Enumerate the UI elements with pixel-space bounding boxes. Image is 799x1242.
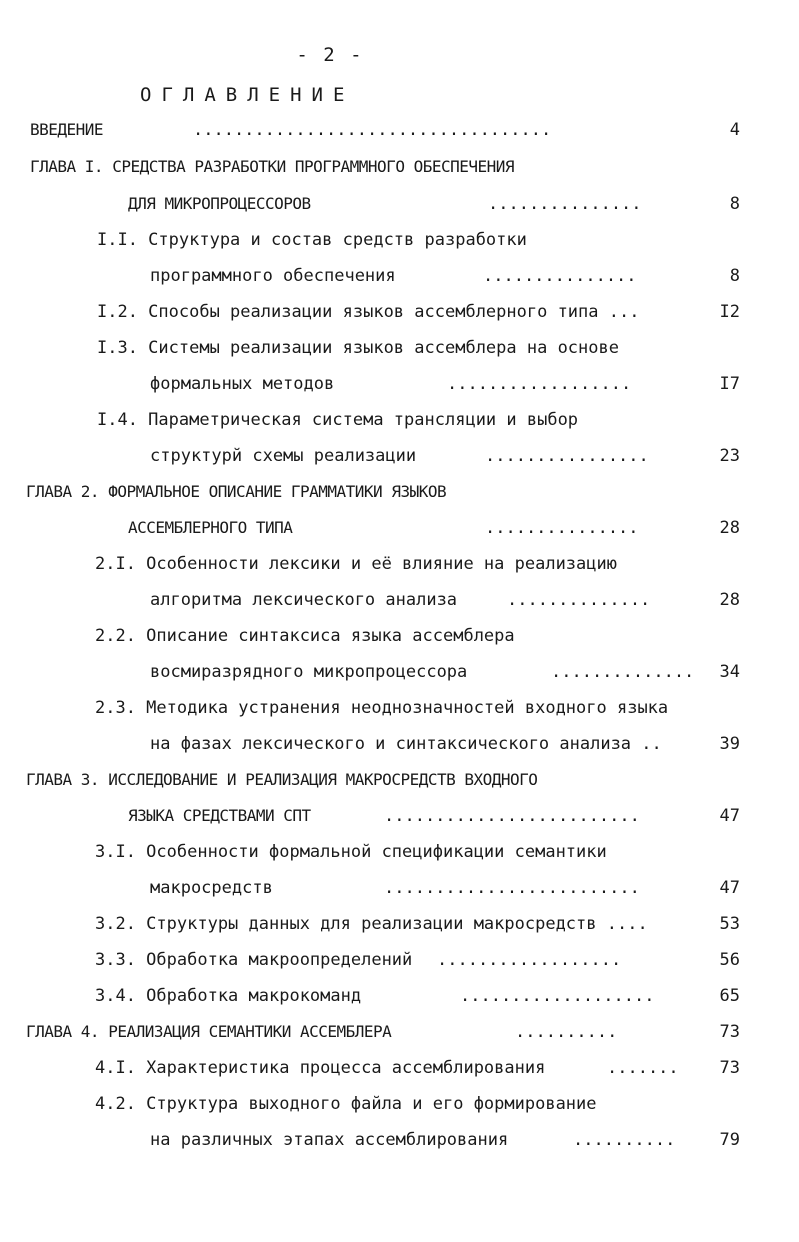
toc-page: I7 (719, 374, 740, 394)
toc-chapter-4 (0, 1018, 799, 1046)
toc-section-3-3 (0, 946, 799, 974)
toc-page: 73 (719, 1022, 740, 1042)
toc-label: 3.2. Структуры данных для реализации макросредств .... (95, 914, 648, 934)
toc-leader: .................. (447, 374, 632, 394)
toc-label: алгоритма лексического анализа (150, 590, 458, 610)
toc-section-4-2-line1 (0, 1090, 799, 1118)
toc-section-1-3-line2 (0, 370, 799, 398)
toc-leader: ............... (483, 266, 637, 286)
toc-section-3-1-line2 (0, 874, 799, 902)
toc-page: 28 (719, 590, 740, 610)
toc-label: ГЛАВА 3. ИССЛЕДОВАНИЕ И РЕАЛИЗАЦИЯ МАКРОСРЕДСТВ ВХОДНОГО (26, 770, 538, 789)
toc-section-2-2-line2 (0, 658, 799, 686)
toc-chapter-2-line2 (0, 514, 799, 542)
toc-chapter-3-line2 (0, 802, 799, 830)
toc-page: 47 (719, 806, 740, 826)
toc-label: I.2. Способы реализации языков ассемблерного типа ... (97, 302, 640, 322)
toc-page: 56 (719, 950, 740, 970)
toc-label: I.3. Системы реализации языков ассемблера на основе (97, 338, 619, 358)
toc-page: 28 (719, 518, 740, 538)
toc-label: на фазах лексического и синтаксического анализа .. (150, 734, 662, 754)
page-title: ОГЛАВЛЕНИЕ (140, 84, 355, 106)
toc-section-1-4-line2 (0, 442, 799, 470)
toc-page: 23 (719, 446, 740, 466)
toc-label: 4.2. Структура выходного файла и его формирование (95, 1094, 597, 1114)
toc-leader: ................... (460, 986, 655, 1006)
toc-label: макросредств (150, 878, 273, 898)
toc-chapter-3-line1 (0, 766, 799, 794)
toc-label: АССЕМБЛЕРНОГО ТИПА (128, 518, 293, 537)
toc-section-2-1-line2 (0, 586, 799, 614)
toc-chapter-1-line1 (0, 153, 799, 181)
toc-label: 3.I. Особенности формальной спецификации семантики (95, 842, 607, 862)
toc-label: 4.I. Характеристика процесса ассемблирования (95, 1058, 546, 1078)
toc-leader: .............. (507, 590, 651, 610)
toc-leader: ................................... (193, 120, 552, 140)
toc-label: на различных этапах ассемблирования (150, 1130, 509, 1150)
toc-section-1-1-line2 (0, 262, 799, 290)
toc-page: I2 (719, 302, 740, 322)
toc-page: 53 (719, 914, 740, 934)
toc-label: I.4. Параметрическая система трансляции и выбор (97, 410, 579, 430)
toc-section-4-2-line2 (0, 1126, 799, 1154)
page-number: - 2 - (296, 44, 364, 66)
toc-page: 65 (719, 986, 740, 1006)
toc-page: 8 (729, 266, 740, 286)
toc-leader: .................. (437, 950, 622, 970)
toc-leader: ............... (488, 194, 642, 214)
toc-leader: .............. (551, 662, 695, 682)
toc-label: 2.I. Особенности лексики и её влияние на реализацию (95, 554, 617, 574)
toc-leader: ......................... (384, 806, 640, 826)
toc-label: программного обеспечения (150, 266, 396, 286)
toc-label: ЯЗЫКА СРЕДСТВАМИ СПТ (128, 806, 311, 825)
toc-label: 3.3. Обработка макроопределений (95, 950, 413, 970)
toc-label: ГЛАВА I. СРЕДСТВА РАЗРАБОТКИ ПРОГРАММНОГО ОБЕСПЕЧЕНИЯ (30, 157, 515, 176)
toc-page: 8 (729, 194, 740, 214)
toc-section-3-4 (0, 982, 799, 1010)
toc-section-1-3-line1 (0, 334, 799, 362)
toc-leader: ................ (485, 446, 649, 466)
toc-leader: .......... (573, 1130, 676, 1150)
toc-page: 4 (729, 120, 740, 140)
toc-page: 47 (719, 878, 740, 898)
toc-label: восмиразрядного микропроцессора (150, 662, 468, 682)
toc-section-1-1-line1 (0, 226, 799, 254)
toc-label: 2.2. Описание синтаксиса языка ассемблера (95, 626, 515, 646)
toc-leader: ......................... (384, 878, 640, 898)
toc-chapter-2-line1 (0, 478, 799, 506)
toc-leader: ....... (607, 1058, 679, 1078)
toc-page: 73 (719, 1058, 740, 1078)
toc-label: ГЛАВА 4. РЕАЛИЗАЦИЯ СЕМАНТИКИ АССЕМБЛЕРА (26, 1022, 392, 1041)
toc-section-1-2 (0, 298, 799, 326)
toc-section-1-4-line1 (0, 406, 799, 434)
toc-leader: ............... (485, 518, 639, 538)
toc-section-3-2 (0, 910, 799, 938)
toc-section-2-3-line2 (0, 730, 799, 758)
toc-label: ВВЕДЕНИЕ (30, 120, 104, 139)
toc-label: ГЛАВА 2. ФОРМАЛЬНОЕ ОПИСАНИЕ ГРАММАТИКИ ЯЗЫКОВ (26, 482, 447, 501)
toc-label: I.I. Структура и состав средств разработки (97, 230, 527, 250)
toc-section-4-1 (0, 1054, 799, 1082)
toc-section-2-1-line1 (0, 550, 799, 578)
toc-page: 79 (719, 1130, 740, 1150)
toc-page: 34 (719, 662, 740, 682)
toc-section-3-1-line1 (0, 838, 799, 866)
toc-page: 39 (719, 734, 740, 754)
toc-chapter-1-line2 (0, 190, 799, 218)
toc-label: структурй схемы реализации (150, 446, 417, 466)
toc-entry-intro (0, 116, 799, 144)
toc-label: ДЛЯ МИКРОПРОЦЕССОРОВ (128, 194, 311, 213)
toc-section-2-3-line1 (0, 694, 799, 722)
toc-label: 3.4. Обработка макрокоманд (95, 986, 362, 1006)
toc-section-2-2-line1 (0, 622, 799, 650)
toc-leader: .......... (515, 1022, 618, 1042)
toc-label: формальных методов (150, 374, 335, 394)
toc-label: 2.3. Методика устранения неоднозначностей входного языка (95, 698, 669, 718)
